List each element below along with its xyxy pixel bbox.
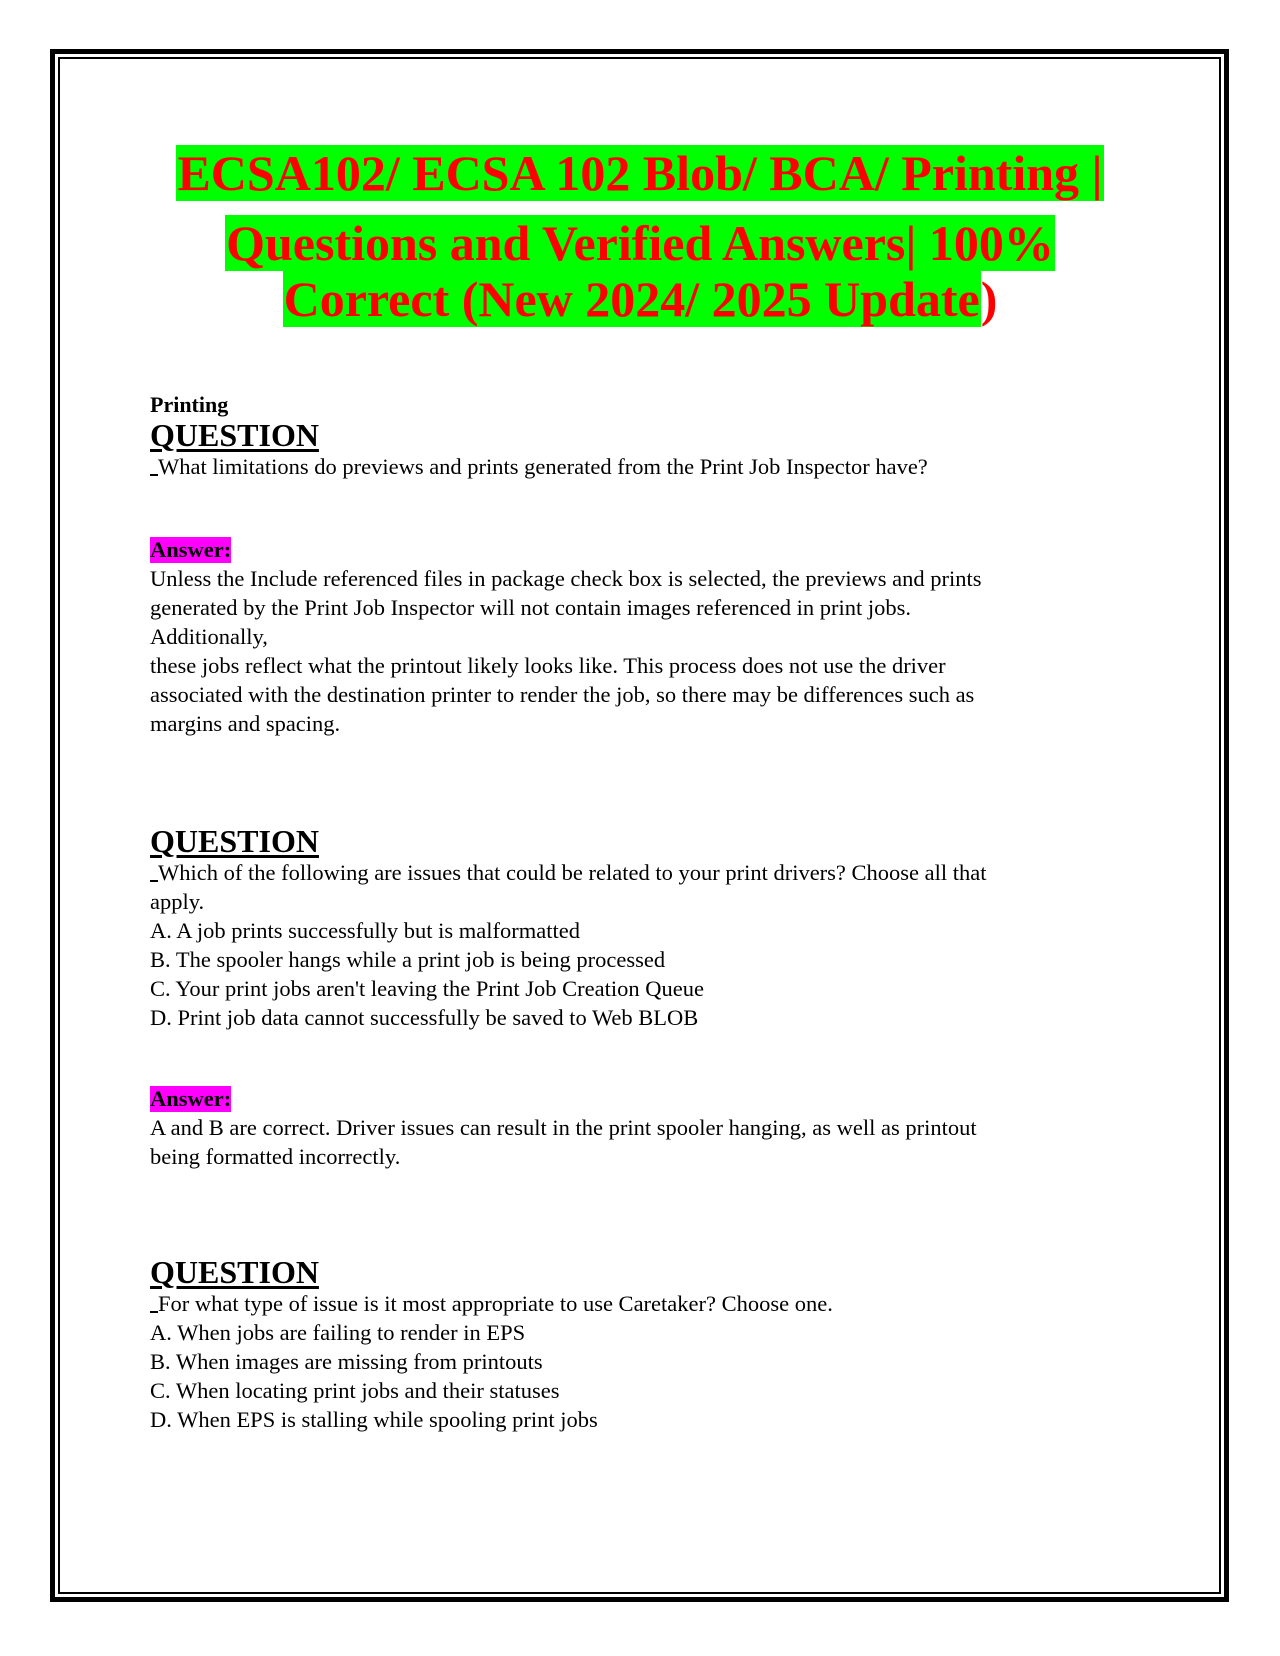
option-c: C. When locating print jobs and their statuses xyxy=(150,1378,560,1403)
option-b: B. The spooler hangs while a print job is being processed xyxy=(150,947,666,972)
answer-line: associated with the destination printer to render the job, so there may be differences such as xyxy=(150,682,975,707)
title-line-3: Correct (New 2024/ 2025 Update xyxy=(283,271,980,327)
answer-line: margins and spacing. xyxy=(150,711,341,736)
question-block-2 xyxy=(150,824,1100,1171)
answer-line: A and B are correct. Driver issues can result in the print spooler hanging, as well as printout xyxy=(150,1115,977,1140)
question-block-1 xyxy=(150,418,1100,738)
answer-text xyxy=(150,1113,1100,1171)
title-line-1: ECSA102/ ECSA 102 Blob/ BCA/ Printing | xyxy=(177,145,1103,201)
option-a: A. A job prints successfully but is malformatted xyxy=(150,918,580,943)
question-marker xyxy=(150,880,158,882)
document-title xyxy=(130,145,1150,330)
section-label: Printing xyxy=(150,392,229,417)
option-a: A. When jobs are failing to render in EPS xyxy=(150,1320,526,1345)
question-text: Which of the following are issues that could be related to your print drivers? Choose all that apply. xyxy=(150,860,987,914)
option-c: C. Your print jobs aren't leaving the Print Job Creation Queue xyxy=(150,976,704,1001)
question-text: What limitations do previews and prints generated from the Print Job Inspector have? xyxy=(150,452,1100,481)
title-line-2: Questions and Verified Answers| 100% xyxy=(226,215,1054,271)
question-text: For what type of issue is it most appropriate to use Caretaker? Choose one. xyxy=(150,1289,1100,1318)
question-heading: QUESTION xyxy=(150,823,319,859)
answer-label: Answer: xyxy=(150,537,232,562)
document-body xyxy=(150,392,1100,1434)
answer-line: generated by the Print Job Inspector will not contain images referenced in print jobs. xyxy=(150,595,912,620)
question-marker xyxy=(150,474,158,476)
question-heading: QUESTION xyxy=(150,1254,319,1290)
answer-label: Answer: xyxy=(150,1086,232,1111)
option-b: B. When images are missing from printouts xyxy=(150,1349,543,1374)
answer-text xyxy=(150,564,1100,738)
option-d: D. When EPS is stalling while spooling print jobs xyxy=(150,1407,598,1432)
question-heading: QUESTION xyxy=(150,417,319,453)
question-marker xyxy=(150,1311,158,1313)
answer-line: Additionally, xyxy=(150,624,268,649)
question-block-3 xyxy=(150,1255,1100,1434)
answer-line: being formatted incorrectly. xyxy=(150,1144,401,1169)
title-line-3-tail: ) xyxy=(980,271,998,327)
answer-line: these jobs reflect what the printout likely looks like. This process does not use the driver xyxy=(150,653,946,678)
option-d: D. Print job data cannot successfully be saved to Web BLOB xyxy=(150,1005,699,1030)
answer-line: Unless the Include referenced files in package check box is selected, the previews and prints xyxy=(150,566,982,591)
